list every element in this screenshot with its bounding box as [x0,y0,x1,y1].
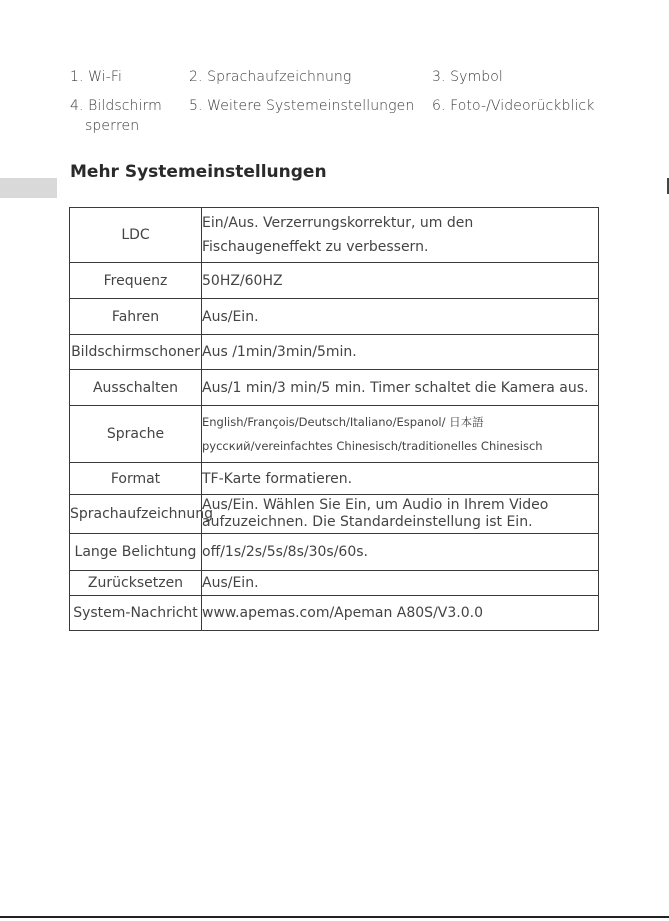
setting-name: Lange Belichtung [70,534,202,571]
table-row [70,335,599,370]
menu-item-label-line2: sperren [85,118,140,134]
setting-value: www.apemas.com/Apeman A80S/V3.0.0 [202,596,599,631]
setting-name: Format [70,463,202,495]
setting-value-line: aufzuzeichnen. Die Standardeinstellung ist Ein. [202,514,533,530]
table-row [70,299,599,335]
menu-item-more-settings [189,96,414,116]
table-row [70,495,599,534]
menu-item-wifi [70,67,122,87]
setting-value: TF-Karte formatieren. [202,463,599,495]
table-row [70,406,599,463]
menu-item-label: 1. Wi-Fi [70,69,123,85]
menu-item-label: 3. Symbol [432,69,503,85]
settings-menu-list [0,0,669,150]
settings-table [69,207,599,631]
table-row [70,571,599,596]
menu-item-screen-lock [70,96,162,136]
menu-item-label: 4. Bildschirm [70,98,162,114]
setting-value: 50HZ/60HZ [202,263,599,299]
setting-name: System-Nachricht [70,596,202,631]
section-title: Mehr Systemeinstellungen [70,162,327,182]
setting-value-line: English/François/Deutsch/Italiano/Espanol/ 日本語 [202,415,484,429]
setting-name: Ausschalten [70,370,202,406]
setting-value [202,495,599,534]
setting-name: LDC [70,208,202,263]
setting-value-line: Fischaugeneffekt zu verbessern. [202,239,429,255]
setting-value-line: Aus/Ein. Wählen Sie Ein, um Audio in Ihrem Video [202,497,549,513]
setting-name: Sprachaufzeichnung [70,495,202,534]
setting-value-line: Ein/Aus. Verzerrungskorrektur, um den [202,215,474,231]
menu-item-label: 6. Foto-/Videorückblick [432,98,595,114]
page-bottom-rule [0,916,669,918]
setting-name: Sprache [70,406,202,463]
setting-value-line: русский/vereinfachtes Chinesisch/traditionelles Chinesisch [202,439,543,453]
setting-value [202,208,599,263]
table-row [70,370,599,406]
menu-item-voice-recording [189,67,351,87]
page-side-tab [0,178,57,198]
setting-name: Zurücksetzen [70,571,202,596]
table-row [70,263,599,299]
setting-value: Aus/Ein. [202,299,599,335]
setting-value: Aus/1 min/3 min/5 min. Timer schaltet die Kamera aus. [202,370,599,406]
setting-value [202,406,599,463]
menu-item-playback [432,96,594,116]
setting-name: Frequenz [70,263,202,299]
table-row [70,596,599,631]
table-row [70,208,599,263]
table-row [70,534,599,571]
setting-value: off/1s/2s/5s/8s/30s/60s. [202,534,599,571]
menu-item-label: 5. Weitere Systemeinstellungen [189,98,415,114]
menu-item-symbol [432,67,503,87]
menu-item-label: 2. Sprachaufzeichnung [189,69,352,85]
setting-name: Bildschirmschoner [70,335,202,370]
setting-name: Fahren [70,299,202,335]
setting-value: Aus /1min/3min/5min. [202,335,599,370]
setting-value: Aus/Ein. [202,571,599,596]
table-row [70,463,599,495]
